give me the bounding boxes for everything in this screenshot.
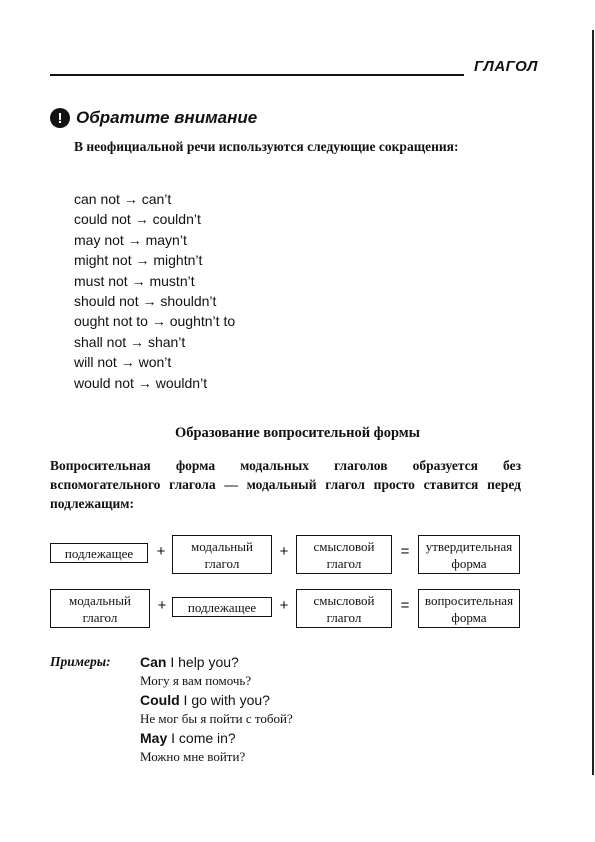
formula-box-main-verb: смысловой глагол	[296, 535, 392, 574]
formula-box-subject: подлежащее	[172, 597, 272, 617]
page-edge-line	[592, 30, 594, 775]
arrow-icon: →	[120, 354, 135, 371]
plus-sign: +	[279, 543, 289, 560]
exclamation-icon: !	[50, 108, 70, 128]
formula-box-main-verb: смысловой глагол	[296, 589, 392, 628]
intro-paragraph: В неофициальной речи используются следующие сокращения:	[74, 139, 459, 154]
list-item: would not → wouldn’t	[74, 374, 208, 391]
arrow-icon: →	[131, 272, 146, 289]
list-item: may not → mayn’t	[74, 231, 187, 248]
example-translation: Не мог бы я пойти с тобой?	[140, 711, 293, 726]
formula-box-subject: подлежащее	[50, 543, 148, 563]
examples-label: Примеры:	[50, 654, 111, 669]
contractions-list	[74, 189, 235, 393]
header-rule	[50, 74, 464, 76]
arrow-icon: →	[130, 333, 145, 350]
section-paragraph: Вопросительная форма модальных глаголов образуется без вспомогательного глагола — модальный глагол просто ставится перед подлежащим:	[50, 458, 521, 511]
arrow-icon: →	[135, 252, 150, 269]
list-item: can not → can’t	[74, 191, 172, 207]
attention-heading	[50, 108, 257, 128]
formula-box-modal: модальный глагол	[172, 535, 272, 574]
arrow-icon: →	[134, 211, 149, 228]
attention-title: Обратите внимание	[76, 108, 258, 127]
arrow-icon: →	[123, 191, 138, 207]
list-item: will not → won’t	[74, 354, 172, 371]
list-item: should not → shouldn’t	[74, 293, 217, 310]
example-translation: Можно мне войти?	[140, 749, 246, 764]
arrow-icon: →	[151, 313, 166, 330]
plus-sign: +	[156, 543, 166, 560]
formula-box-modal: модальный глагол	[50, 589, 150, 628]
arrow-icon: →	[127, 231, 142, 248]
list-item: must not → mustn’t	[74, 272, 195, 289]
equals-sign: =	[400, 597, 410, 614]
example-sentence: Can I help you?	[140, 654, 239, 670]
examples-list	[140, 652, 293, 766]
arrow-icon: →	[137, 374, 152, 391]
list-item: ought not to → oughtn’t to	[74, 313, 236, 330]
equals-sign: =	[400, 543, 410, 560]
section-heading: Образование вопросительной формы	[174, 425, 421, 441]
list-item: could not → couldn’t	[74, 211, 201, 228]
plus-sign: +	[279, 597, 289, 614]
formula-box-result: утвердительная форма	[418, 535, 520, 574]
example-translation: Могу я вам помочь?	[140, 673, 252, 688]
running-header: ГЛАГОЛ	[474, 58, 538, 75]
formula-box-result: вопросительная форма	[418, 589, 520, 628]
list-item: shall not → shan’t	[74, 333, 186, 350]
example-sentence: May I come in?	[140, 730, 236, 746]
plus-sign: +	[157, 597, 167, 614]
list-item: might not → mightn’t	[74, 252, 203, 269]
arrow-icon: →	[142, 293, 157, 310]
example-sentence: Could I go with you?	[140, 692, 270, 708]
